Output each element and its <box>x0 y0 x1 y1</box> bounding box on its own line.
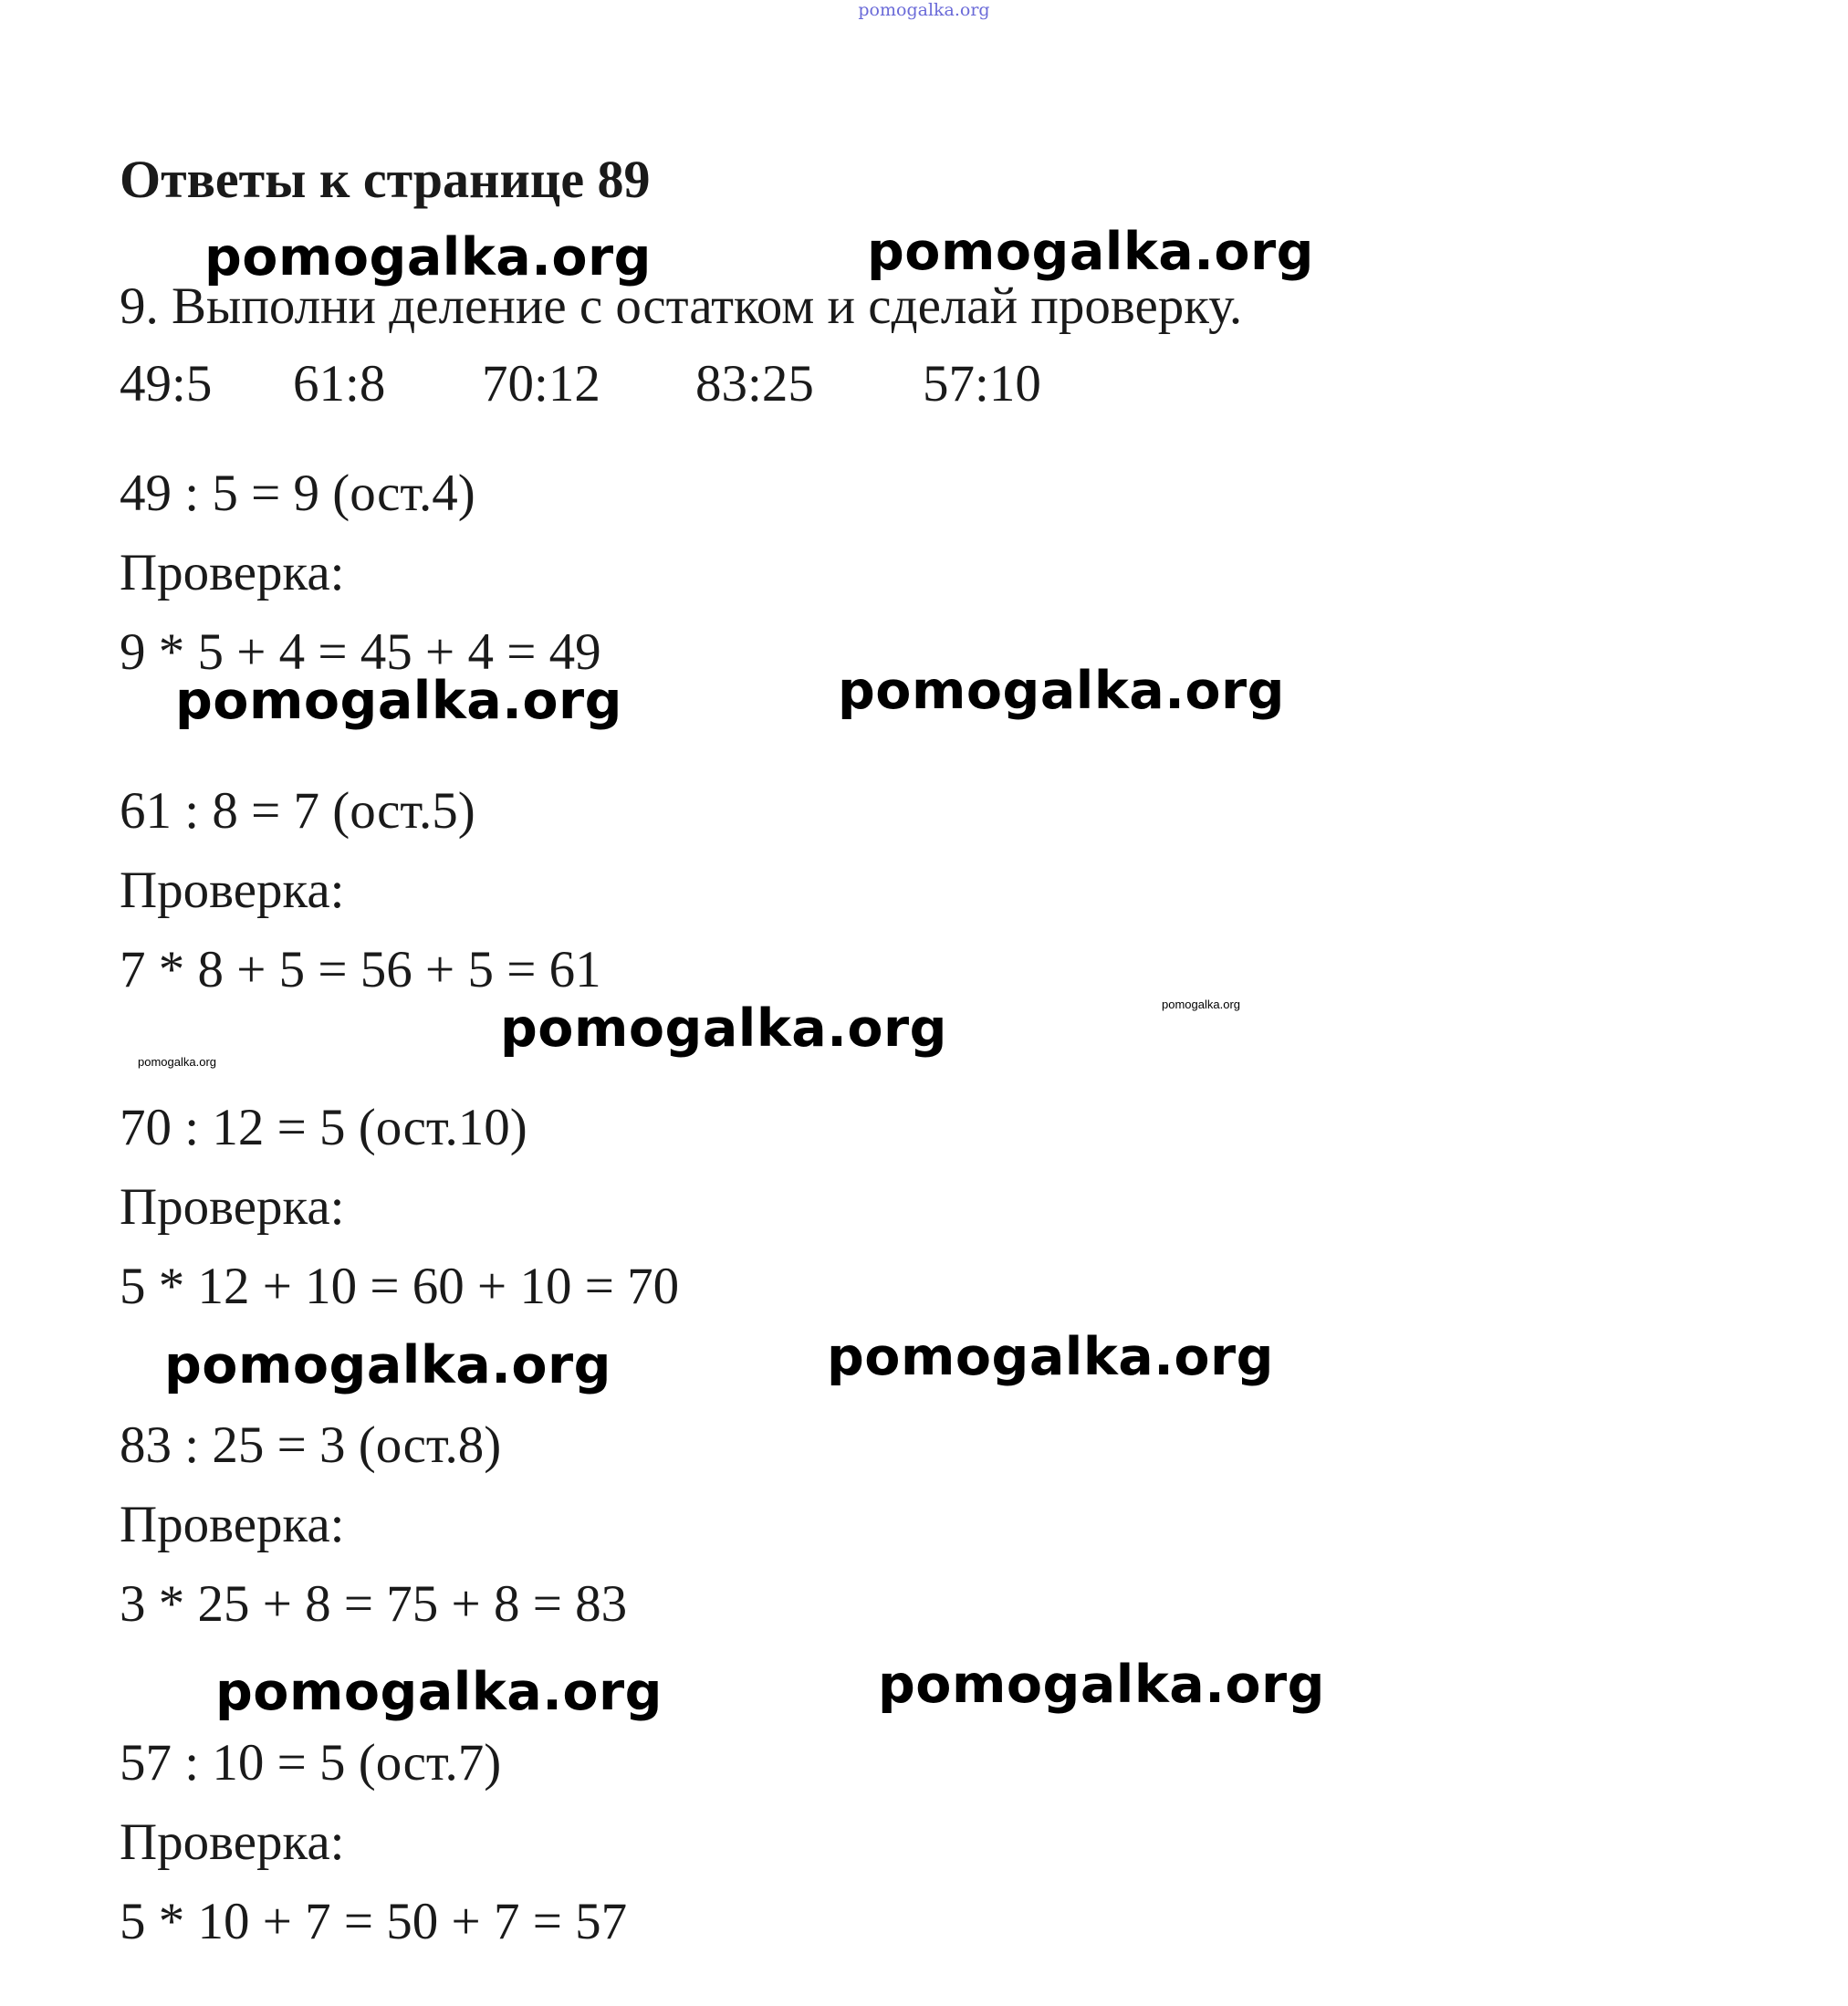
watermark-small: pomogalka.org <box>1162 998 1240 1011</box>
watermark: pomogalka.org <box>500 998 947 1059</box>
watermark: pomogalka.org <box>215 1662 663 1722</box>
solution-5-division: 57 : 10 = 5 (ост.7) <box>120 1734 502 1792</box>
solution-4-check: 3 * 25 + 8 = 75 + 8 = 83 <box>120 1575 628 1633</box>
watermark-small: pomogalka.org <box>138 1055 216 1069</box>
solution-3-check: 5 * 12 + 10 = 60 + 10 = 70 <box>120 1258 680 1315</box>
solution-2-check: 7 * 8 + 5 = 56 + 5 = 61 <box>120 941 601 998</box>
solution-1-check-label: Проверка: <box>120 544 345 601</box>
solution-3-check-label: Проверка: <box>120 1178 345 1236</box>
solution-4-division: 83 : 25 = 3 (ост.8) <box>120 1416 502 1474</box>
solution-3-division: 70 : 12 = 5 (ост.10) <box>120 1099 527 1156</box>
watermark: pomogalka.org <box>838 661 1285 721</box>
example-4: 83:25 <box>695 355 814 413</box>
page-title: Ответы к странице 89 <box>120 150 651 209</box>
task-statement: 9. Выполни деление с остатком и сделай проверку. <box>120 277 1243 335</box>
solution-5-check: 5 * 10 + 7 = 50 + 7 = 57 <box>120 1893 628 1950</box>
solution-1-check: 9 * 5 + 4 = 45 + 4 = 49 <box>120 623 601 681</box>
watermark: pomogalka.org <box>164 1335 611 1395</box>
watermark: pomogalka.org <box>827 1327 1274 1387</box>
solution-2-division: 61 : 8 = 7 (ост.5) <box>120 782 475 840</box>
example-1: 49:5 <box>120 355 213 413</box>
solution-2-check-label: Проверка: <box>120 862 345 919</box>
watermark: pomogalka.org <box>175 671 622 731</box>
example-5: 57:10 <box>923 355 1041 413</box>
solution-1-division: 49 : 5 = 9 (ост.4) <box>120 465 475 522</box>
example-3: 70:12 <box>482 355 600 413</box>
example-2: 61:8 <box>293 355 386 413</box>
watermark: pomogalka.org <box>204 227 652 287</box>
solution-5-check-label: Проверка: <box>120 1813 345 1871</box>
watermark: pomogalka.org <box>878 1655 1325 1715</box>
watermark: pomogalka.org <box>867 222 1314 282</box>
header-watermark: pomogalka.org <box>858 0 990 20</box>
solution-4-check-label: Проверка: <box>120 1496 345 1553</box>
